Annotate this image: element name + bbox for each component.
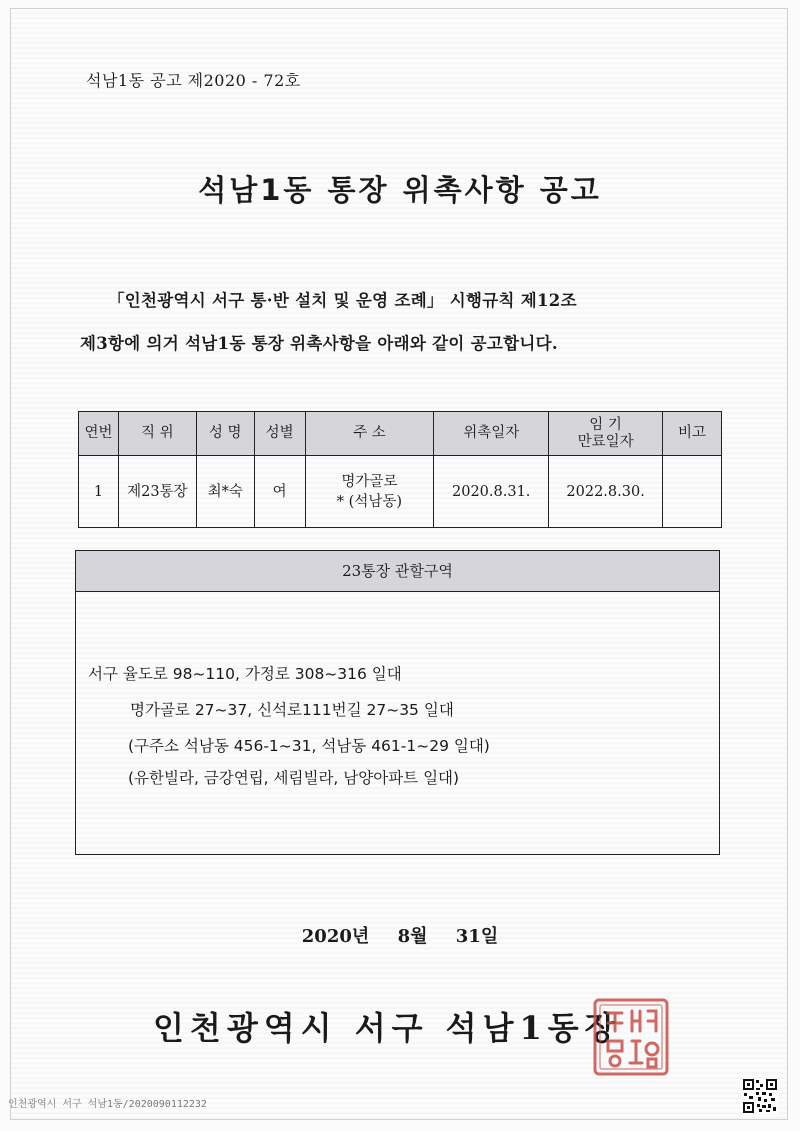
official-seal-stamp — [592, 997, 670, 1077]
district-header: 23통장 관할구역 — [76, 551, 719, 592]
district-line-2: 명가골로 27~37, 신석로111번길 27~35 일대 — [130, 701, 454, 719]
header-note: 비고 — [663, 412, 722, 456]
date-year: 2020년 — [301, 926, 370, 947]
date-day: 31일 — [455, 926, 499, 947]
header-position: 직 위 — [118, 412, 196, 456]
body-text-line-1: 「인천광역시 서구 통·반 설치 및 운영 조례」 시행규칙 제12조 — [108, 291, 577, 310]
cell-position: 제23통장 — [118, 456, 196, 528]
footer-document-code: 인천광역시 서구 석남1동/2020090112232 — [8, 1099, 207, 1110]
cell-appointed: 2020.8.31. — [434, 456, 549, 528]
district-line-1: 서구 율도로 98~110, 가정로 308~316 일대 — [88, 665, 402, 683]
header-appointed: 위촉일자 — [434, 412, 549, 456]
header-no: 연번 — [79, 412, 119, 456]
page-title: 석남1동 통장 위촉사항 공고 — [198, 173, 602, 207]
header-address: 주 소 — [305, 412, 434, 456]
document-number: 석남1동 공고 제2020 - 72호 — [86, 71, 301, 90]
header-term-top: 임 기 — [589, 416, 622, 433]
cell-no: 1 — [79, 456, 119, 528]
qr-code — [742, 1078, 778, 1114]
table-header-row — [79, 412, 722, 456]
cell-address-line-2: * (석남동) — [336, 493, 402, 510]
cell-note — [663, 456, 722, 528]
cell-address — [305, 456, 434, 528]
appointment-table — [78, 411, 722, 528]
header-term — [549, 412, 663, 456]
header-gender: 성별 — [254, 412, 305, 456]
cell-gender: 여 — [254, 456, 305, 528]
district-line-3: (구주소 석남동 456-1~31, 석남동 461-1~29 일대) — [128, 737, 490, 755]
date-month: 8월 — [397, 926, 428, 947]
cell-name: 최*숙 — [196, 456, 254, 528]
district-line-4: (유한빌라, 금강연립, 세림빌라, 남양아파트 일대) — [128, 769, 460, 787]
table-row — [79, 456, 722, 528]
issuer-name: 인천광역시 서구 석남1동장 — [153, 1009, 622, 1047]
cell-address-line-1: 명가골로 — [341, 473, 398, 490]
header-name: 성 명 — [196, 412, 254, 456]
header-term-bottom: 만료일자 — [577, 433, 634, 450]
announcement-date — [0, 922, 800, 948]
cell-expiry: 2022.8.30. — [549, 456, 663, 528]
body-text-line-2: 제3항에 의거 석남1동 통장 위촉사항을 아래와 같이 공고합니다. — [80, 334, 558, 353]
